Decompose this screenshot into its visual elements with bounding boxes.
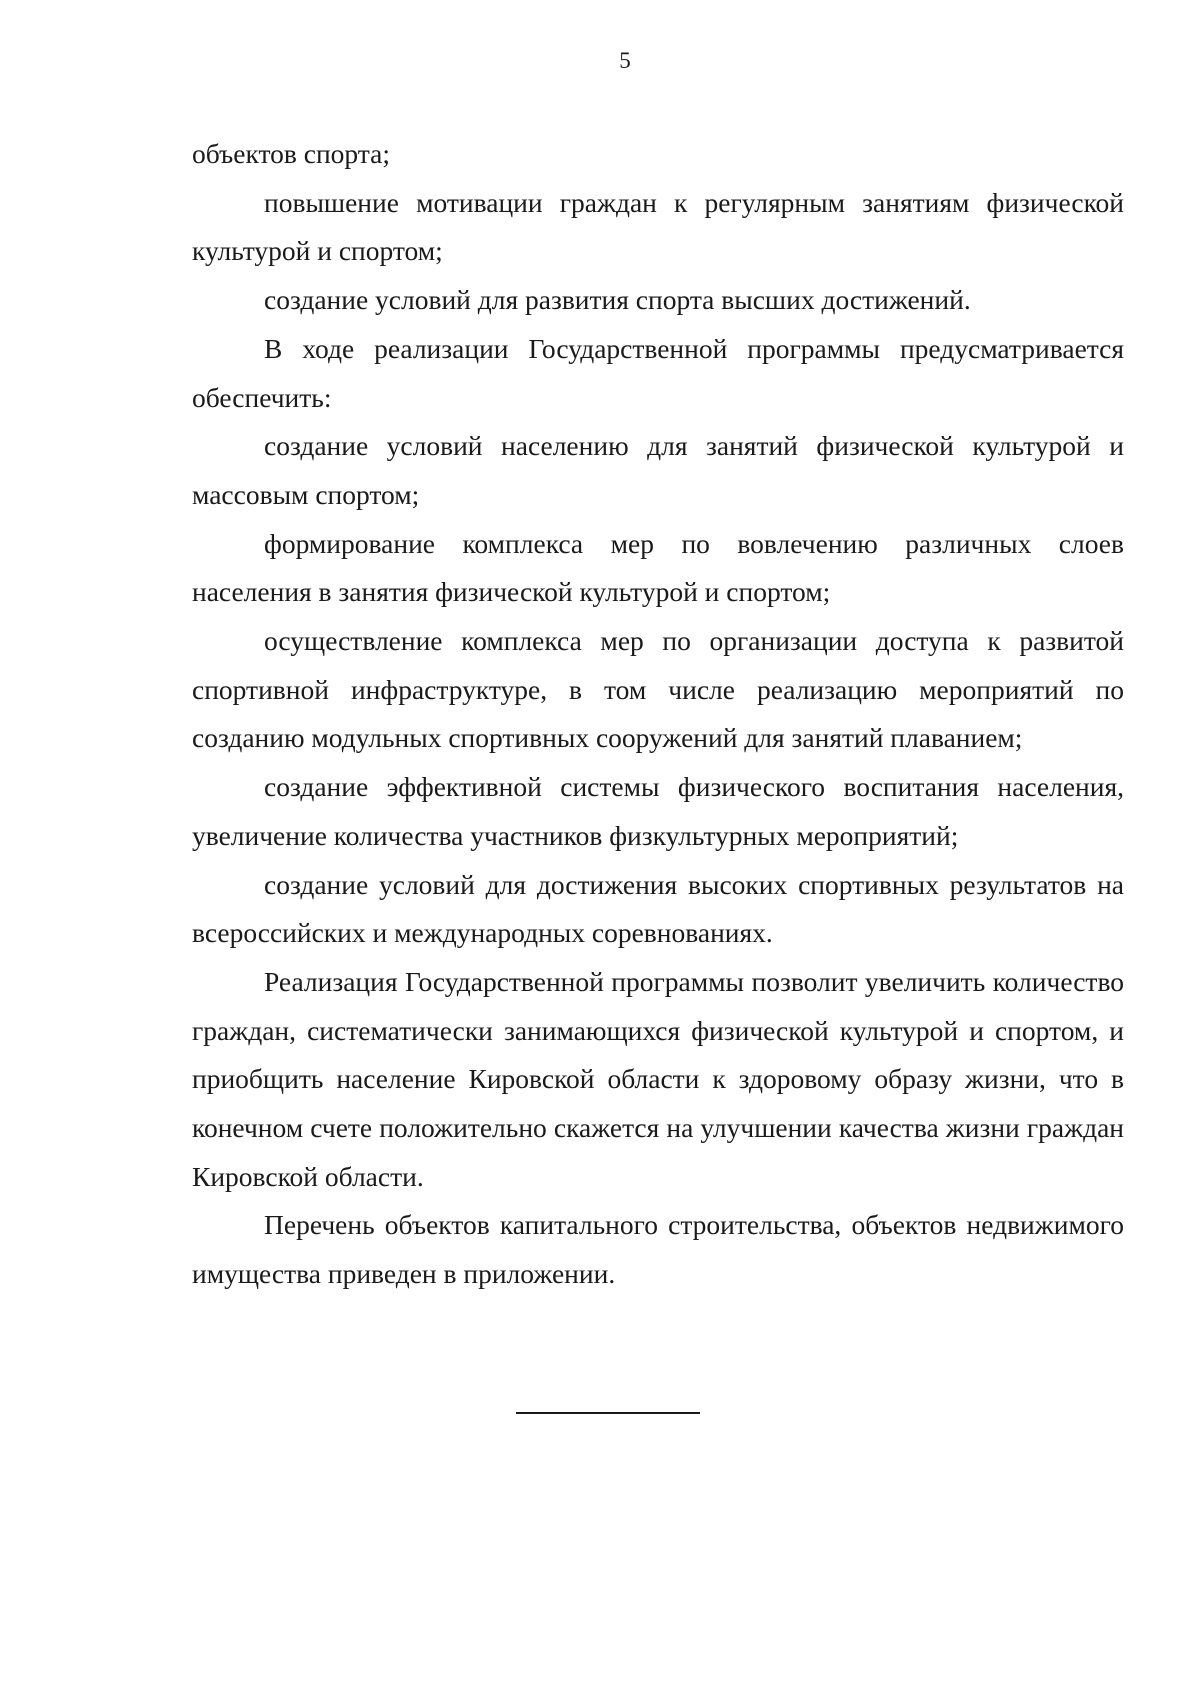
paragraph: создание эффективной системы физического воспитания населения, увеличение количества участников физкультурных мероприятий; (192, 771, 1124, 851)
paragraph: создание условий для развития спорта высших достижений. (264, 284, 971, 316)
paragraph-continuation: объектов спорта; (192, 138, 391, 169)
paragraph: создание условий для достижения высоких спортивных результатов на всероссийских и международных соревнованиях. (192, 868, 1124, 949)
page-number: 5 (619, 48, 631, 73)
paragraph: Перечень объектов капитального строительства, объектов недвижимого имущества приведен в приложении. (192, 1209, 1124, 1290)
paragraph: В ходе реализации Государственной программы предусматривается обеспечить: (192, 332, 1124, 413)
end-of-text-divider (516, 1412, 700, 1414)
paragraph: формирование комплекса мер по вовлечению различных слоев населения в занятия физической культурой и спортом; (192, 527, 1124, 608)
paragraph: повышение мотивации граждан к регулярным занятиям физической культурой и спортом; (192, 186, 1124, 267)
paragraph: создание условий населению для занятий физической культурой и массовым спортом; (192, 430, 1124, 510)
paragraph: осуществление комплекса мер по организации доступа к развитой спортивной инфраструктуре, в том числе реализацию мероприятий по созданию модульных спортивных сооружений для занятий плаванием; (192, 625, 1124, 754)
document-body (192, 130, 1124, 1299)
paragraph: Реализация Государственной программы позволит увеличить количество граждан, систематически занимающихся физической культурой и спортом, и приобщить население Кировской области к здоровому образу жизни, что в конечном счете положительно скажется на улучшении качества жизни граждан Кировской области. (192, 965, 1124, 1192)
